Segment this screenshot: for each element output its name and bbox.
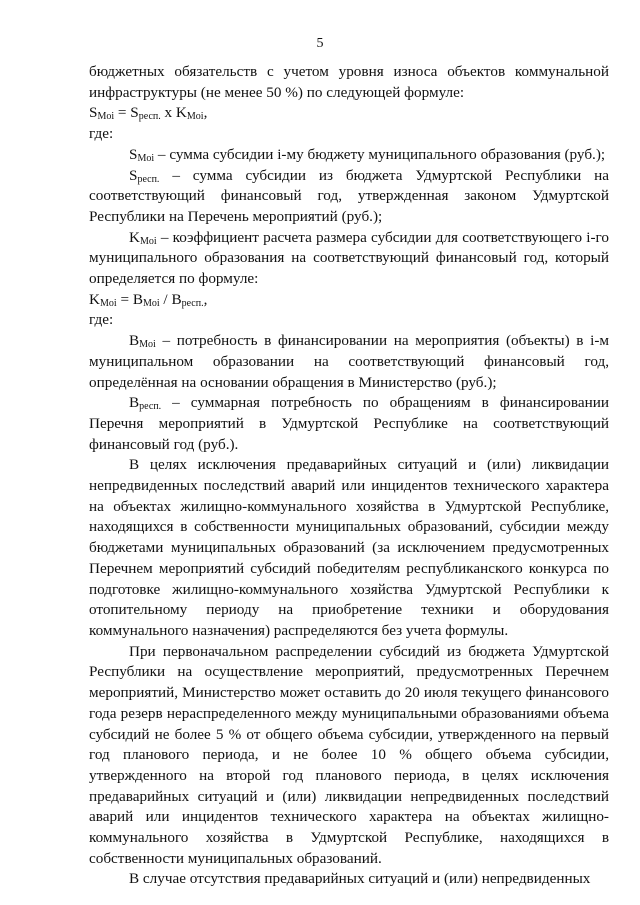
page-content bbox=[89, 62, 609, 890]
where-label-1: где: bbox=[89, 125, 114, 143]
paragraph-absence: В случае отсутствия предаварийных ситуаций и (или) непредвиденных bbox=[129, 870, 591, 888]
formula-subsidy: $S_{Moi} = S_{респ.}$ x $K_{Moi}$, bbox=[89, 104, 208, 123]
definition-b-resp: $B_{респ.}$ – суммарная потребность по обращениям в финансировании Перечня мероприятий в Удмуртской Республике на соответствующий финансовый год (руб.). bbox=[89, 394, 609, 453]
intro-paragraph: бюджетных обязательств с учетом уровня износа объектов коммунальной инфраструктуры (не менее 50 %) по следующей формуле: bbox=[89, 63, 609, 101]
definition-b-moi: $B_{Moi}$ – потребность в финансировании на мероприятия (объекты) в i-м муниципальном образовании на соответствующий финансовый год, определённая на основании обращения в Министерство (руб.); bbox=[89, 332, 609, 391]
definition-k-moi: $K_{Moi}$ – коэффициент расчета размера субсидии для соответствующего i-го муниципального образования на соответствующий финансовый год, который определяется по формуле: bbox=[89, 228, 609, 288]
paragraph-emergency: В целях исключения предаварийных ситуаций и (или) ликвидации непредвиденных последствий аварий или инцидентов технического характера на объектах жилищно-коммунального хозяйства в Удмуртской Республике, находящихся в собственности муниципальных образований, субсидии между бюджетами муниципальных образований (за исключением предусмотренных Перечнем мероприятий субсидий победителям республиканского конкурса по подготовке жилищно-коммунального хозяйства Удмуртской Республики к отопительному периоду на приобретение техники и оборудования коммунального назначения) распределяются без учета формулы. bbox=[89, 456, 609, 639]
paragraph-reserve: При первоначальном распределении субсидий из бюджета Удмуртской Республики на осуществление мероприятий, предусмотренных Перечнем мероприятий, Министерство может оставить до 20 июля текущего финансового года резерв нераспределенного между муниципальными образованиями объема субсидий не более 5 % от общего объема субсидии, утвержденного на первый год планового периода, и не более 10 % общего объема субсидии, утвержденного на второй год планового периода, в целях исключения предаварийных ситуаций и (или) ликвидации непредвиденных последствий аварий или инцидентов технического характера на объектах жилищно-коммунального хозяйства в Удмуртской Республике, находящихся в собственности муниципальных образований. bbox=[89, 642, 609, 867]
page-number: 5 bbox=[316, 36, 324, 51]
definition-s-resp: $S_{респ.}$ – сумма субсидии из бюджета Удмуртской Республики на соответствующий финансовый год, утвержденная законом Удмуртской Республики на Перечень мероприятий (руб.); bbox=[89, 166, 609, 225]
where-label-2: где: bbox=[89, 311, 114, 329]
formula-coefficient: $K_{Moi} = B_{Moi} / B_{респ.}$, bbox=[89, 290, 208, 309]
definition-s-moi: $S_{Moi}$ – сумма субсидии i-му бюджету муниципального образования (руб.); bbox=[129, 145, 606, 164]
